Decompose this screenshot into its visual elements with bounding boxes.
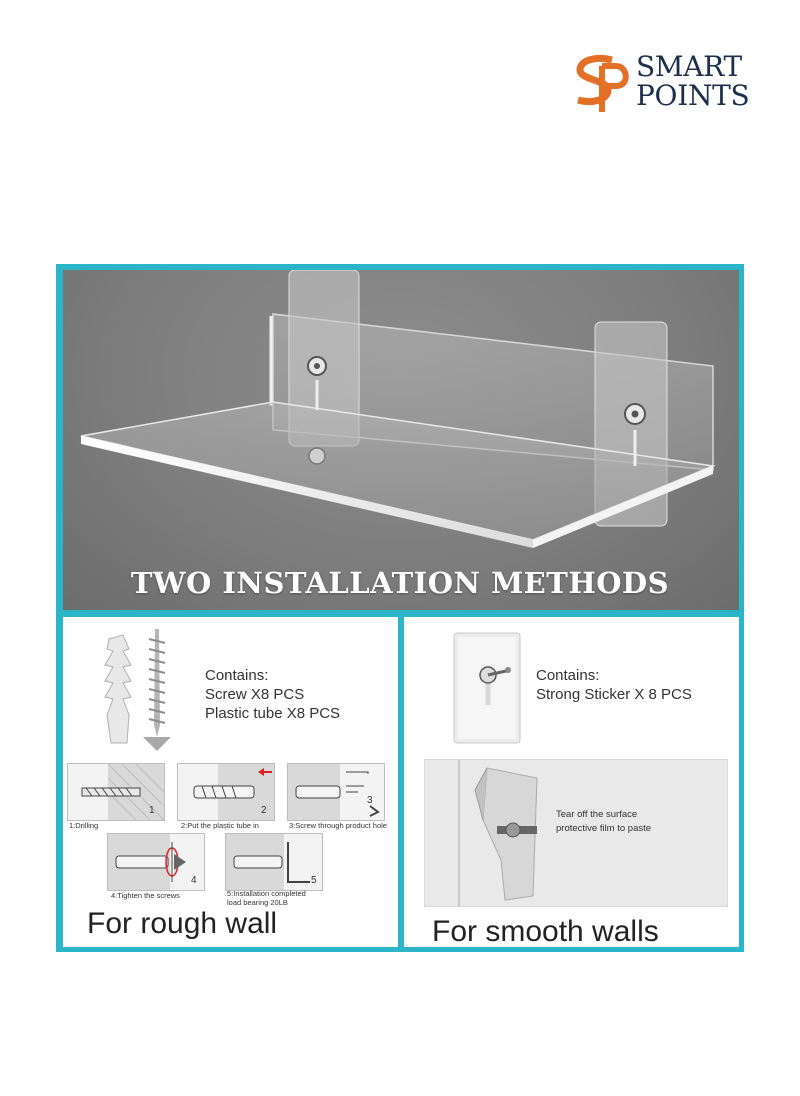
rough-contains-list xyxy=(205,666,340,723)
tighten-screw-icon xyxy=(108,834,204,890)
sticker-instruction xyxy=(556,808,651,836)
contains-item: Strong Sticker X 8 PCS xyxy=(536,686,692,703)
screw-through-icon xyxy=(288,764,384,820)
rough-wall-label: For rough wall xyxy=(87,907,278,940)
smooth-wall-panel xyxy=(404,617,739,947)
step-number: 3 xyxy=(367,795,373,806)
contains-item: Screw X8 PCS xyxy=(205,686,305,703)
step-caption: 4:Tighten the screws xyxy=(111,891,180,900)
step-number: 4 xyxy=(191,875,197,886)
brand-line-2: POINTS xyxy=(636,79,750,112)
step-caption-line: 5:Installation completed xyxy=(227,889,306,898)
sticker-hook-icon xyxy=(452,631,524,747)
smooth-wall-label: For smooth walls xyxy=(432,915,659,947)
smart-points-logo-icon xyxy=(572,54,636,114)
step-completed-diagram xyxy=(225,833,323,891)
instruction-line: Tear off the surface xyxy=(556,809,638,820)
contains-title: Contains: xyxy=(205,667,269,684)
step-caption-line: load bearing 20LB xyxy=(227,897,288,907)
installed-shelf-icon xyxy=(226,834,322,890)
plastic-tube-icon xyxy=(178,764,274,820)
step-caption: 1:Drilling xyxy=(69,821,99,830)
screw-and-anchor-icon xyxy=(93,625,183,755)
shelf-hero-image xyxy=(63,270,739,610)
brand-line-1: SMART xyxy=(636,50,742,83)
step-number: 1 xyxy=(149,805,155,816)
hero-title: TWO INSTALLATION METHODS xyxy=(130,566,670,600)
step-caption xyxy=(227,890,306,907)
step-caption: 3:Screw through product hole xyxy=(289,821,387,830)
rough-wall-panel xyxy=(63,617,398,947)
brand-logo xyxy=(572,52,762,114)
acrylic-shelf-illustration xyxy=(63,270,739,610)
sticker-application-photo xyxy=(424,759,728,907)
contains-title: Contains: xyxy=(536,667,600,684)
instruction-line: protective film to paste xyxy=(556,823,652,834)
step-number: 5 xyxy=(311,875,317,886)
step-number: 2 xyxy=(261,805,267,816)
step-screw-through-diagram xyxy=(287,763,385,821)
step-caption: 2:Put the plastic tube in xyxy=(181,821,259,830)
contains-item: Plastic tube X8 PCS xyxy=(205,705,341,722)
brand-name xyxy=(636,52,749,110)
smooth-contains-list xyxy=(536,666,692,704)
